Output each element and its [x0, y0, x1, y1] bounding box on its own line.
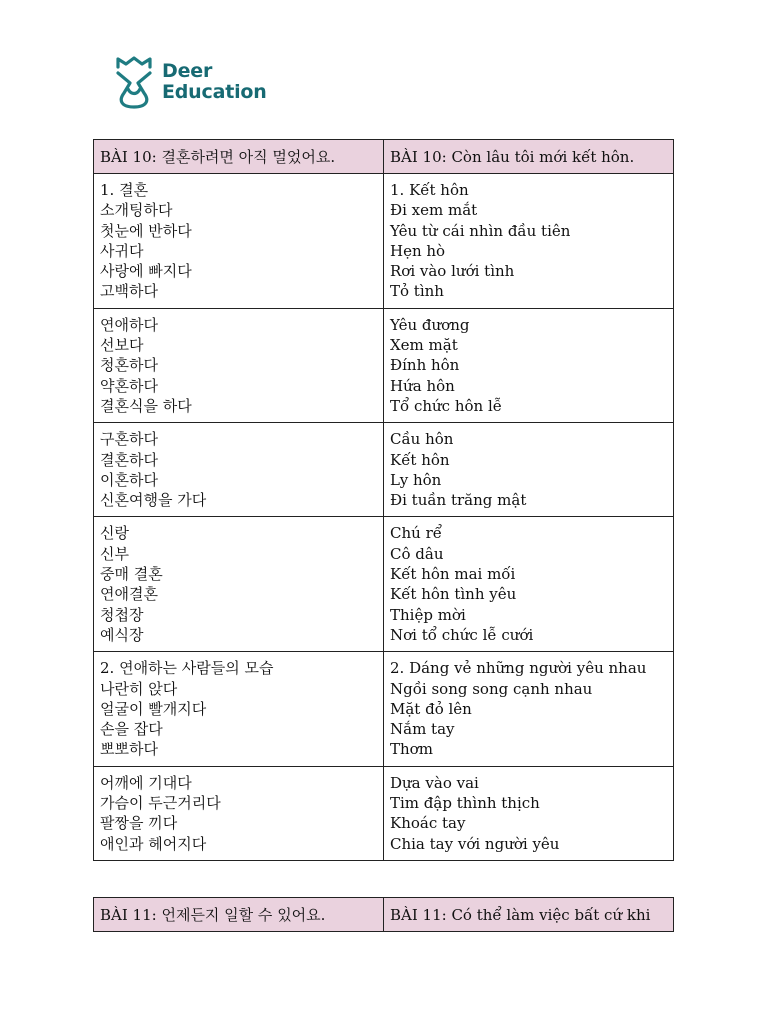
- vietnamese-term: Nắm tay: [390, 720, 455, 739]
- korean-term: 선보다: [100, 336, 144, 355]
- vietnamese-term: Khoác tay: [390, 814, 466, 833]
- korean-cell: [94, 308, 384, 422]
- brand-logo: [114, 54, 267, 110]
- vietnamese-term: Đi xem mắt: [390, 201, 478, 220]
- vietnamese-term: Thơm: [390, 740, 433, 759]
- vietnamese-term: Mặt đỏ lên: [390, 699, 472, 718]
- korean-term: 뽀뽀하다: [100, 740, 158, 759]
- lesson-10-header-korean: BÀI 10: 결혼하려면 아직 멀었어요.: [94, 140, 384, 174]
- vietnamese-term: Cô dâu: [390, 544, 444, 563]
- vietnamese-term: Rơi vào lưới tình: [390, 262, 515, 281]
- vietnamese-term: Tổ chức hôn lễ: [390, 396, 502, 415]
- vietnamese-term: Nơi tổ chức lễ cưới: [390, 625, 534, 644]
- korean-term: 얼굴이 빨개지다: [100, 699, 207, 718]
- vietnamese-term: Yêu đương: [390, 315, 470, 334]
- lesson-11-header-korean: BÀI 11: 언제든지 일할 수 있어요.: [94, 898, 384, 932]
- korean-cell: [94, 652, 384, 766]
- vietnamese-term: Tim đập thình thịch: [390, 794, 540, 813]
- korean-term: 고백하다: [100, 282, 158, 301]
- korean-term: 2. 연애하는 사람들의 모습: [100, 659, 274, 678]
- vietnamese-term: Hứa hôn: [390, 376, 455, 395]
- korean-term: 손을 잡다: [100, 720, 163, 739]
- korean-term: 중매 결혼: [100, 565, 163, 584]
- brand-line-2: Education: [162, 81, 267, 103]
- korean-term: 1. 결혼: [100, 181, 149, 199]
- korean-term: 청혼하다: [100, 356, 158, 375]
- vietnamese-term: Ngồi song song cạnh nhau: [390, 679, 593, 698]
- korean-term: 사귀다: [100, 241, 144, 260]
- korean-term: 예식장: [100, 625, 144, 644]
- vietnamese-term: Xem mặt: [390, 336, 458, 355]
- table-row: [94, 766, 674, 860]
- korean-term: 첫눈에 반하다: [100, 221, 192, 240]
- vietnamese-term: 2. Dáng vẻ những người yêu nhau: [390, 659, 647, 678]
- korean-term: 신랑: [100, 524, 129, 543]
- vietnamese-term: Hẹn hò: [390, 241, 446, 260]
- vietnamese-cell: [384, 423, 674, 517]
- vietnamese-term: Yêu từ cái nhìn đầu tiên: [390, 221, 571, 240]
- korean-cell: [94, 423, 384, 517]
- table-row: [94, 652, 674, 766]
- brand-line-1: Deer: [162, 60, 213, 82]
- vietnamese-cell: [384, 308, 674, 422]
- korean-term: 연애하다: [100, 315, 158, 334]
- korean-cell: [94, 517, 384, 652]
- korean-cell: [94, 766, 384, 860]
- korean-term: 팔짱을 끼다: [100, 814, 178, 833]
- korean-term: 약혼하다: [100, 376, 158, 395]
- korean-term: 어깨에 기대다: [100, 773, 192, 792]
- korean-cell: [94, 174, 384, 309]
- korean-term: 신부: [100, 544, 129, 563]
- vietnamese-term: Tỏ tình: [390, 282, 444, 301]
- deer-logo-icon: [114, 55, 154, 109]
- brand-name: [162, 61, 267, 103]
- vietnamese-cell: [384, 652, 674, 766]
- vietnamese-term: Cầu hôn: [390, 430, 454, 449]
- vietnamese-term: Kết hôn tình yêu: [390, 585, 517, 604]
- vietnamese-term: Dựa vào vai: [390, 773, 479, 792]
- lesson-10-table: [93, 139, 674, 861]
- korean-term: 연애결혼: [100, 585, 158, 604]
- korean-term: 결혼식을 하다: [100, 396, 192, 415]
- table-row: [94, 174, 674, 309]
- korean-term: 애인과 헤어지다: [100, 834, 207, 853]
- vietnamese-term: Kết hôn: [390, 450, 450, 469]
- table-row: [94, 308, 674, 422]
- table-row: [94, 423, 674, 517]
- vietnamese-term: Chú rể: [390, 524, 442, 543]
- korean-term: 이혼하다: [100, 470, 158, 489]
- lesson-11-table: [93, 897, 674, 932]
- table-row: [94, 517, 674, 652]
- korean-term: 소개팅하다: [100, 201, 173, 220]
- korean-term: 구혼하다: [100, 430, 158, 449]
- vietnamese-term: Thiệp mời: [390, 605, 466, 624]
- lesson-10-header-vietnamese: BÀI 10: Còn lâu tôi mới kết hôn.: [384, 140, 674, 174]
- vietnamese-cell: [384, 517, 674, 652]
- vietnamese-term: Đính hôn: [390, 356, 460, 375]
- korean-term: 청첩장: [100, 605, 144, 624]
- korean-term: 신혼여행을 가다: [100, 491, 207, 510]
- vietnamese-term: Kết hôn mai mối: [390, 565, 516, 584]
- lesson-10-header-row: [94, 140, 674, 174]
- vietnamese-term: Ly hôn: [390, 470, 442, 489]
- vietnamese-cell: [384, 766, 674, 860]
- vietnamese-cell: [384, 174, 674, 309]
- vietnamese-term: Đi tuần trăng mật: [390, 491, 527, 510]
- korean-term: 결혼하다: [100, 450, 158, 469]
- vietnamese-term: 1. Kết hôn: [390, 181, 469, 199]
- korean-term: 나란히 앉다: [100, 679, 178, 698]
- vietnamese-term: Chia tay với người yêu: [390, 834, 560, 853]
- lesson-11-header-vietnamese: BÀI 11: Có thể làm việc bất cứ khi: [384, 898, 674, 932]
- korean-term: 사랑에 빠지다: [100, 262, 192, 281]
- lesson-11-header-row: [94, 898, 674, 932]
- korean-term: 가슴이 두근거리다: [100, 794, 221, 813]
